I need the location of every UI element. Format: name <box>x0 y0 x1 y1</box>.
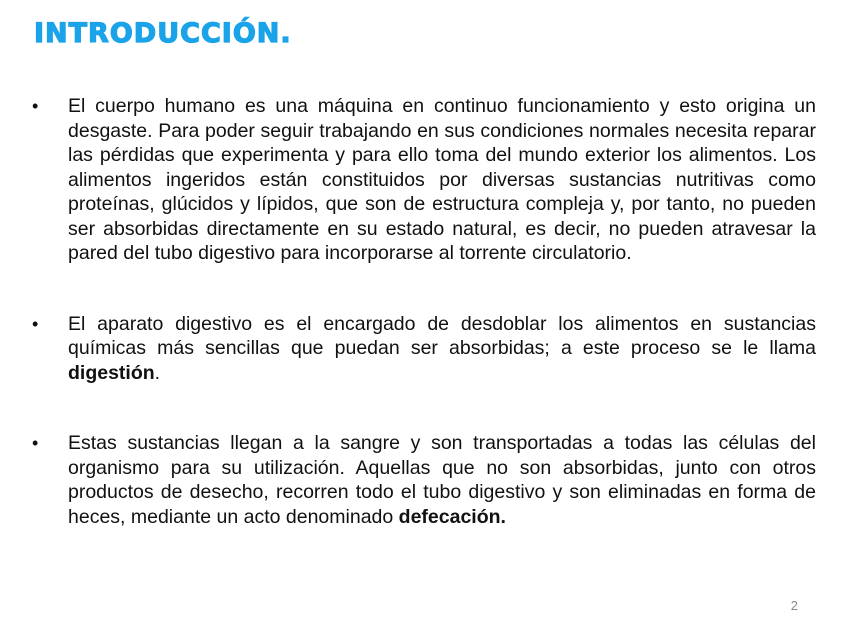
bullet-text: El cuerpo humano es una máquina en continuo funcionamiento y esto origina un desgaste. Para poder seguir trabajando en sus condiciones normales necesita reparar las pérdidas que experimenta y para ello toma del mundo exterior los alimentos. Los alimentos ingeridos están constituidos por diversas sustancias nutritivas como proteínas, glúcidos y lípidos, que son de estructura compleja y, por tanto, no pueden ser absorbidas directamente en su estado natural, es decir, no pueden atravesar la pared del tubo digestivo para incorporarse al torrente circulatorio. <box>68 95 816 264</box>
bullet-item-1 <box>32 94 816 266</box>
bullet-list <box>32 94 816 529</box>
bullet-item-2 <box>32 312 816 386</box>
bold-term-digestion: digestión <box>68 361 155 384</box>
bullet-marker-icon: • <box>32 96 39 116</box>
bullet-text: Estas sustancias llegan a la sangre y son transportadas a todas las células del organismo para su utilización. Aquellas que no son absorbidas, junto con otros productos de desecho, recorren todo el tubo digestivo y son eliminadas en forma de heces, mediante un acto denominado <box>68 432 816 528</box>
bullet-marker-icon: • <box>32 433 39 453</box>
slide-title: INTRODUCCIÓN. <box>34 18 292 49</box>
bold-term-defecacion: defecación. <box>398 505 506 528</box>
bullet-text: El aparato digestivo es el encargado de desdoblar los alimentos en sustancias químicas más sencillas que puedan ser absorbidas; a este proceso se le llama <box>68 312 816 359</box>
bullet-text-end: . <box>154 361 161 384</box>
bullet-marker-icon: • <box>32 313 39 334</box>
page-number: 2 <box>790 598 798 613</box>
bullet-item-3 <box>32 431 816 529</box>
